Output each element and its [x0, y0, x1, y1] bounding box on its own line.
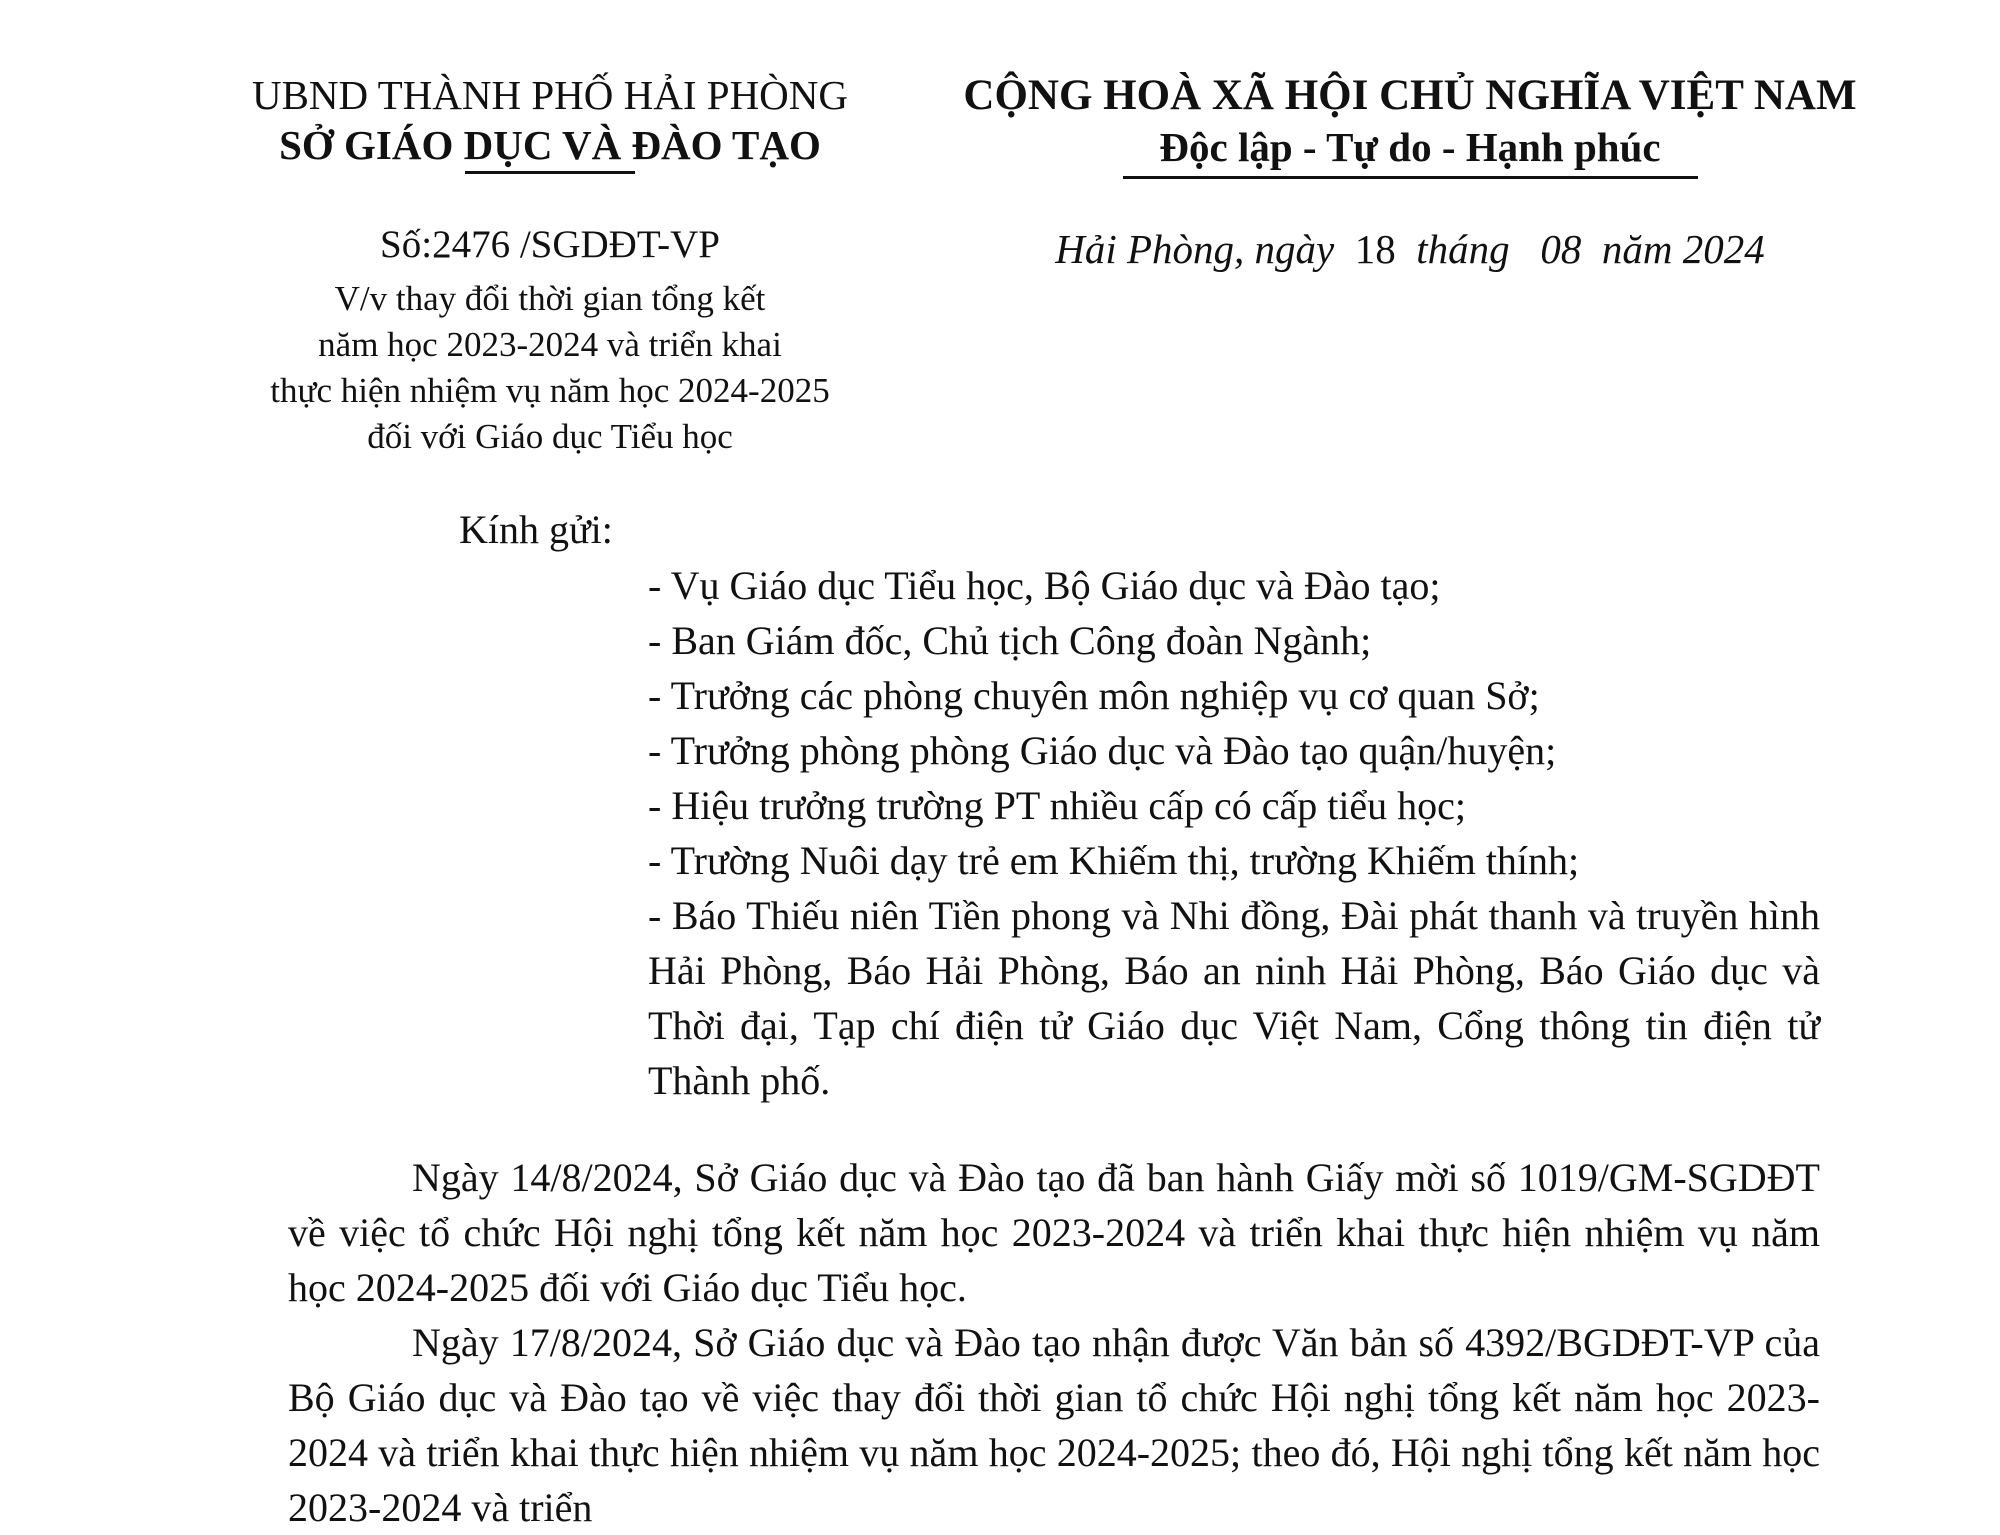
- recipient-item: - Hiệu trưởng trường PT nhiều cấp có cấp tiểu học;: [648, 783, 1467, 828]
- agency-underline: [465, 171, 635, 174]
- national-header-block: [910, 70, 1910, 273]
- recipient-list: [648, 558, 1820, 1108]
- subject-line: V/v thay đổi thời gian tổng kết: [334, 279, 766, 318]
- issuing-agency-block: [205, 70, 895, 460]
- recipient-item: - Trưởng các phòng chuyên môn nghiệp vụ cơ quan Sở;: [648, 673, 1540, 718]
- national-title: CỘNG HOÀ XÃ HỘI CHỦ NGHĨA VIỆT NAM: [963, 72, 1857, 119]
- date-month: 08: [1540, 226, 1582, 272]
- recipient-item: - Ban Giám đốc, Chủ tịch Công đoàn Ngành;: [648, 618, 1372, 663]
- date-line: [910, 225, 1910, 273]
- greeting: Kính gửi:: [459, 507, 613, 552]
- body-paragraph: Ngày 14/8/2024, Sở Giáo dục và Đào tạo đã ban hành Giấy mời số 1019/GM-SGDĐT về việc tổ chức Hội nghị tổng kết năm học 2023-2024 và triển khai thực hiện nhiệm vụ năm học 2024-2025 đối với Giáo dục Tiểu học.: [288, 1155, 1820, 1310]
- recipient-item: - Vụ Giáo dục Tiểu học, Bộ Giáo dục và Đào tạo;: [648, 563, 1441, 608]
- date-day: 18: [1354, 226, 1396, 272]
- document-subject: [205, 276, 895, 460]
- national-motto: Độc lập - Tự do - Hạnh phúc: [1159, 124, 1661, 170]
- date-year: năm 2024: [1601, 226, 1765, 272]
- recipient-item: - Báo Thiếu niên Tiền phong và Nhi đồng, Đài phát thanh và truyền hình Hải Phòng, Báo Hải Phòng, Báo an ninh Hải Phòng, Báo Giáo dục và Thời đại, Tạp chí điện tử Giáo dục Việt Nam, Cổng thông tin điện tử Thành phố.: [648, 893, 1820, 1103]
- date-place: Hải Phòng, ngày: [1055, 226, 1335, 272]
- subject-line: thực hiện nhiệm vụ năm học 2024-2025: [270, 371, 830, 410]
- document-body: [288, 1150, 1820, 1535]
- subject-line: đối với Giáo dục Tiểu học: [367, 417, 733, 456]
- subject-line: năm học 2023-2024 và triển khai: [318, 325, 782, 364]
- motto-underline: [1123, 176, 1698, 179]
- parent-agency: UBND THÀNH PHỐ HẢI PHÒNG: [251, 72, 849, 118]
- body-paragraph: Ngày 17/8/2024, Sở Giáo dục và Đào tạo nhận được Văn bản số 4392/BGDĐT-VP của Bộ Giáo dục và Đào tạo về việc thay đổi thời gian tổ chức Hội nghị tổng kết năm học 2023-2024 và triển khai thực hiện nhiệm vụ năm học 2024-2025; theo đó, Hội nghị tổng kết năm học 2023-2024 và triển: [288, 1320, 1820, 1530]
- recipient-item: - Trường Nuôi dạy trẻ em Khiếm thị, trường Khiếm thính;: [648, 838, 1580, 883]
- recipient-item: - Trưởng phòng phòng Giáo dục và Đào tạo quận/huyện;: [648, 728, 1557, 773]
- document-number: Số:2476 /SGDĐT-VP: [380, 223, 720, 266]
- date-month-label: tháng: [1416, 226, 1510, 272]
- issuing-agency: SỞ GIÁO DỤC VÀ ĐÀO TẠO: [279, 122, 821, 168]
